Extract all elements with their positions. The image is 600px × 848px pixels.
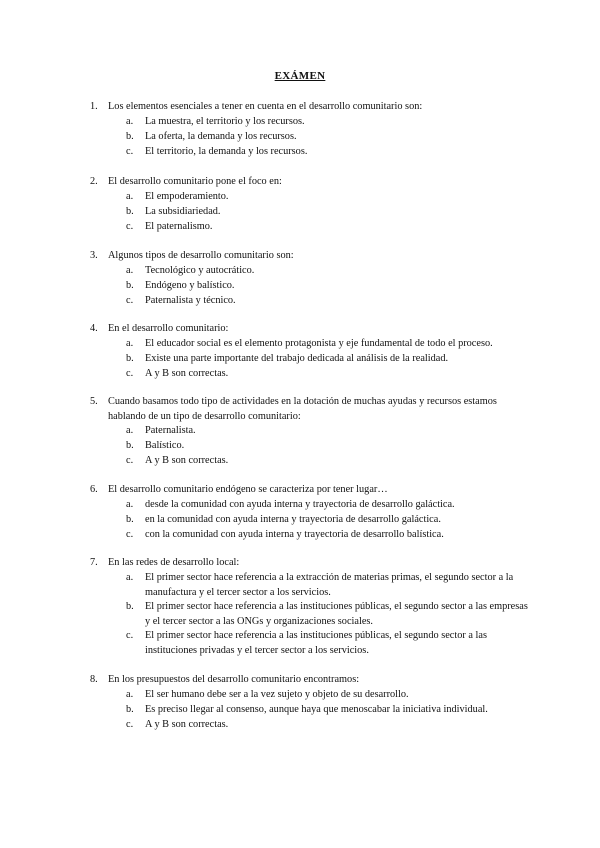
option-letter: a. [126,499,134,510]
option-text: A y B son correctas. [145,455,229,466]
option-letter: b. [126,353,134,364]
option-text: Paternalista. [145,425,196,436]
option-text: El empoderamiento. [145,191,229,202]
option-letter: b. [126,704,134,715]
option-text: El educador social es el elemento protagonista y eje fundamental de todo el proceso. [145,338,493,349]
option-text: La subsidiariedad. [145,206,221,217]
question-text: Cuando basamos todo tipo de actividades en la dotación de muchas ayudas y recursos estamos hablando de un tipo de desarrollo comunitario: [108,396,497,422]
question-number: 6. [90,484,98,495]
option-letter: b. [126,280,134,291]
option-text: El primer sector hace referencia a la extracción de materias primas, el segundo sector a la manufactura y el tercer sector a los servicios. [145,572,514,598]
option-letter: c. [126,146,134,157]
option-text: El paternalismo. [145,221,213,232]
question-number: 4. [90,323,98,334]
option-letter: c. [126,719,134,730]
option-letter: a. [126,572,134,583]
option-text: con la comunidad con ayuda interna y trayectoria de desarrollo balística. [145,529,444,540]
question-text: En las redes de desarrollo local: [108,557,240,568]
question-number: 2. [90,176,98,187]
option-text: Balístico. [145,440,185,451]
option-text: Paternalista y técnico. [145,295,236,306]
option-letter: a. [126,191,134,202]
option-text: El territorio, la demanda y los recursos. [145,146,308,157]
question-number: 3. [90,250,98,261]
question-text: Algunos tipos de desarrollo comunitario son: [108,250,294,261]
option-letter: a. [126,425,134,436]
option-letter: b. [126,601,134,612]
question-number: 1. [90,101,98,112]
option-text: A y B son correctas. [145,368,229,379]
option-text: Tecnológico y autocrático. [145,265,255,276]
question-number: 8. [90,674,98,685]
option-letter: b. [126,206,134,217]
question-number: 7. [90,557,98,568]
question-text: Los elementos esenciales a tener en cuenta en el desarrollo comunitario son: [108,101,423,112]
option-text: Existe una parte importante del trabajo dedicada al análisis de la realidad. [145,353,449,364]
option-text: A y B son correctas. [145,719,229,730]
option-letter: a. [126,265,134,276]
option-letter: a. [126,689,134,700]
question-text: En los presupuestos del desarrollo comunitario encontramos: [108,674,360,685]
option-letter: c. [126,529,134,540]
option-letter: b. [126,514,134,525]
question-number: 5. [90,396,98,407]
option-text: El primer sector hace referencia a las instituciones públicas, el segundo sector a las empresas y el tercer sector a las ONGs y organizaciones sociales. [145,601,528,627]
option-text: El ser humano debe ser a la vez sujeto y objeto de su desarrollo. [145,689,409,700]
option-letter: b. [126,131,134,142]
option-letter: a. [126,338,134,349]
option-text: La oferta, la demanda y los recursos. [145,131,297,142]
option-text: La muestra, el territorio y los recursos. [145,116,305,127]
option-text: desde la comunidad con ayuda interna y trayectoria de desarrollo galáctica. [145,499,455,510]
option-letter: b. [126,440,134,451]
question-text: El desarrollo comunitario endógeno se caracteriza por tener lugar… [108,484,388,495]
option-text: Es preciso llegar al consenso, aunque haya que menoscabar la iniciativa individual. [145,704,488,715]
option-letter: c. [126,221,134,232]
option-letter: a. [126,116,134,127]
option-text: Endógeno y balístico. [145,280,235,291]
question-text: El desarrollo comunitario pone el foco en: [108,176,282,187]
option-letter: c. [126,295,134,306]
option-letter: c. [126,368,134,379]
page-title: EXÁMEN [274,70,326,82]
option-letter: c. [126,630,134,641]
question-text: En el desarrollo comunitario: [108,323,229,334]
option-letter: c. [126,455,134,466]
option-text: El primer sector hace referencia a las instituciones públicas, el segundo sector a las instituciones privadas y el tercer sector a los servicios. [145,630,487,656]
option-text: en la comunidad con ayuda interna y trayectoria de desarrollo galáctica. [145,514,441,525]
